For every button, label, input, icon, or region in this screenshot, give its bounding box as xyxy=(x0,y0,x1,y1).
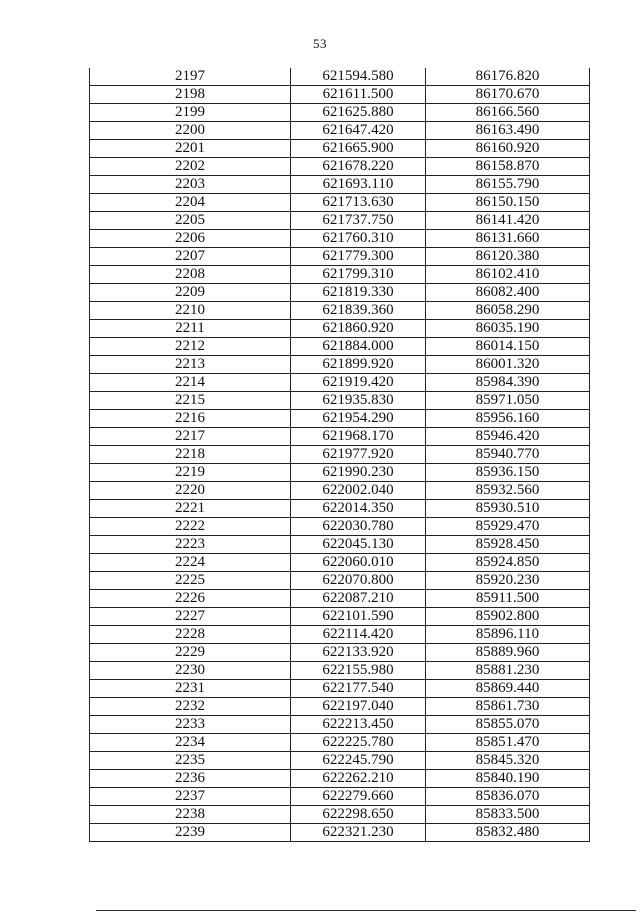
point-number-cell: 2225 xyxy=(90,572,291,590)
table-row xyxy=(90,356,590,374)
y-coordinate-cell: 85956.160 xyxy=(426,410,590,428)
table-row xyxy=(90,230,590,248)
y-coordinate-cell: 86058.290 xyxy=(426,302,590,320)
y-coordinate-cell: 85861.730 xyxy=(426,698,590,716)
point-number-cell: 2199 xyxy=(90,104,291,122)
x-coordinate-cell: 622245.790 xyxy=(291,752,426,770)
x-coordinate-cell: 622213.450 xyxy=(291,716,426,734)
x-coordinate-cell: 622155.980 xyxy=(291,662,426,680)
x-coordinate-cell: 622197.040 xyxy=(291,698,426,716)
y-coordinate-cell: 86150.150 xyxy=(426,194,590,212)
y-coordinate-cell: 86170.670 xyxy=(426,86,590,104)
y-coordinate-cell: 86120.380 xyxy=(426,248,590,266)
y-coordinate-cell: 85920.230 xyxy=(426,572,590,590)
table-row xyxy=(90,608,590,626)
x-coordinate-cell: 621860.920 xyxy=(291,320,426,338)
x-coordinate-cell: 622014.350 xyxy=(291,500,426,518)
x-coordinate-cell: 622060.010 xyxy=(291,554,426,572)
table-row xyxy=(90,518,590,536)
point-number-cell: 2235 xyxy=(90,752,291,770)
table-row xyxy=(90,374,590,392)
y-coordinate-cell: 86001.320 xyxy=(426,356,590,374)
x-coordinate-cell: 622279.660 xyxy=(291,788,426,806)
point-number-cell: 2210 xyxy=(90,302,291,320)
y-coordinate-cell: 86176.820 xyxy=(426,68,590,86)
point-number-cell: 2227 xyxy=(90,608,291,626)
point-number-cell: 2238 xyxy=(90,806,291,824)
y-coordinate-cell: 86160.920 xyxy=(426,140,590,158)
table-row xyxy=(90,104,590,122)
table-row xyxy=(90,752,590,770)
table-row xyxy=(90,86,590,104)
table-row xyxy=(90,536,590,554)
point-number-cell: 2197 xyxy=(90,68,291,86)
point-number-cell: 2200 xyxy=(90,122,291,140)
y-coordinate-cell: 85971.050 xyxy=(426,392,590,410)
x-coordinate-cell: 622321.230 xyxy=(291,824,426,842)
y-coordinate-cell: 85851.470 xyxy=(426,734,590,752)
x-coordinate-cell: 621594.580 xyxy=(291,68,426,86)
y-coordinate-cell: 85936.150 xyxy=(426,464,590,482)
table-row xyxy=(90,572,590,590)
x-coordinate-cell: 621819.330 xyxy=(291,284,426,302)
point-number-cell: 2219 xyxy=(90,464,291,482)
point-number-cell: 2204 xyxy=(90,194,291,212)
point-number-cell: 2222 xyxy=(90,518,291,536)
x-coordinate-cell: 622114.420 xyxy=(291,626,426,644)
point-number-cell: 2224 xyxy=(90,554,291,572)
table-row xyxy=(90,824,590,842)
point-number-cell: 2231 xyxy=(90,680,291,698)
x-coordinate-cell: 621760.310 xyxy=(291,230,426,248)
y-coordinate-cell: 86131.660 xyxy=(426,230,590,248)
y-coordinate-cell: 85902.800 xyxy=(426,608,590,626)
x-coordinate-cell: 622002.040 xyxy=(291,482,426,500)
page-number: 53 xyxy=(313,36,327,51)
x-coordinate-cell: 622225.780 xyxy=(291,734,426,752)
y-coordinate-cell: 85845.320 xyxy=(426,752,590,770)
y-coordinate-cell: 85929.470 xyxy=(426,518,590,536)
point-number-cell: 2201 xyxy=(90,140,291,158)
y-coordinate-cell: 85924.850 xyxy=(426,554,590,572)
point-number-cell: 2230 xyxy=(90,662,291,680)
point-number-cell: 2217 xyxy=(90,428,291,446)
x-coordinate-cell: 621899.920 xyxy=(291,356,426,374)
point-number-cell: 2212 xyxy=(90,338,291,356)
point-number-cell: 2218 xyxy=(90,446,291,464)
x-coordinate-cell: 621678.220 xyxy=(291,158,426,176)
y-coordinate-cell: 86141.420 xyxy=(426,212,590,230)
x-coordinate-cell: 621737.750 xyxy=(291,212,426,230)
point-number-cell: 2202 xyxy=(90,158,291,176)
y-coordinate-cell: 85832.480 xyxy=(426,824,590,842)
x-coordinate-cell: 621968.170 xyxy=(291,428,426,446)
table-row xyxy=(90,716,590,734)
y-coordinate-cell: 85940.770 xyxy=(426,446,590,464)
table-row xyxy=(90,410,590,428)
table-row xyxy=(90,338,590,356)
point-number-cell: 2229 xyxy=(90,644,291,662)
y-coordinate-cell: 85932.560 xyxy=(426,482,590,500)
table-row xyxy=(90,644,590,662)
point-number-cell: 2216 xyxy=(90,410,291,428)
y-coordinate-cell: 86102.410 xyxy=(426,266,590,284)
x-coordinate-cell: 621665.900 xyxy=(291,140,426,158)
table-row xyxy=(90,788,590,806)
y-coordinate-cell: 85855.070 xyxy=(426,716,590,734)
point-number-cell: 2223 xyxy=(90,536,291,554)
table-row xyxy=(90,212,590,230)
y-coordinate-cell: 85881.230 xyxy=(426,662,590,680)
table-row xyxy=(90,482,590,500)
point-number-cell: 2239 xyxy=(90,824,291,842)
point-number-cell: 2207 xyxy=(90,248,291,266)
table-row xyxy=(90,122,590,140)
table-row xyxy=(90,140,590,158)
x-coordinate-cell: 621990.230 xyxy=(291,464,426,482)
table-row xyxy=(90,734,590,752)
x-coordinate-cell: 622030.780 xyxy=(291,518,426,536)
x-coordinate-cell: 621713.630 xyxy=(291,194,426,212)
point-number-cell: 2226 xyxy=(90,590,291,608)
point-number-cell: 2209 xyxy=(90,284,291,302)
point-number-cell: 2203 xyxy=(90,176,291,194)
point-number-cell: 2213 xyxy=(90,356,291,374)
point-number-cell: 2233 xyxy=(90,716,291,734)
x-coordinate-cell: 622177.540 xyxy=(291,680,426,698)
x-coordinate-cell: 621884.000 xyxy=(291,338,426,356)
table-row xyxy=(90,446,590,464)
point-number-cell: 2220 xyxy=(90,482,291,500)
x-coordinate-cell: 621799.310 xyxy=(291,266,426,284)
y-coordinate-cell: 85928.450 xyxy=(426,536,590,554)
x-coordinate-cell: 621935.830 xyxy=(291,392,426,410)
table-row xyxy=(90,500,590,518)
y-coordinate-cell: 85911.500 xyxy=(426,590,590,608)
x-coordinate-cell: 621647.420 xyxy=(291,122,426,140)
y-coordinate-cell: 85840.190 xyxy=(426,770,590,788)
x-coordinate-cell: 622133.920 xyxy=(291,644,426,662)
y-coordinate-cell: 85930.510 xyxy=(426,500,590,518)
table-row xyxy=(90,266,590,284)
point-number-cell: 2211 xyxy=(90,320,291,338)
x-coordinate-cell: 621779.300 xyxy=(291,248,426,266)
x-coordinate-cell: 622101.590 xyxy=(291,608,426,626)
point-number-cell: 2232 xyxy=(90,698,291,716)
x-coordinate-cell: 622045.130 xyxy=(291,536,426,554)
table-row xyxy=(90,194,590,212)
table-row xyxy=(90,464,590,482)
x-coordinate-cell: 622298.650 xyxy=(291,806,426,824)
y-coordinate-cell: 86163.490 xyxy=(426,122,590,140)
x-coordinate-cell: 621625.880 xyxy=(291,104,426,122)
point-number-cell: 2205 xyxy=(90,212,291,230)
y-coordinate-cell: 85896.110 xyxy=(426,626,590,644)
table-row xyxy=(90,284,590,302)
point-number-cell: 2215 xyxy=(90,392,291,410)
table-row xyxy=(90,158,590,176)
y-coordinate-cell: 85889.960 xyxy=(426,644,590,662)
point-number-cell: 2198 xyxy=(90,86,291,104)
table-row xyxy=(90,554,590,572)
y-coordinate-cell: 85836.070 xyxy=(426,788,590,806)
table-row xyxy=(90,176,590,194)
table-row xyxy=(90,680,590,698)
point-number-cell: 2221 xyxy=(90,500,291,518)
x-coordinate-cell: 622070.800 xyxy=(291,572,426,590)
point-number-cell: 2214 xyxy=(90,374,291,392)
y-coordinate-cell: 86035.190 xyxy=(426,320,590,338)
table-row xyxy=(90,68,590,86)
x-coordinate-cell: 621839.360 xyxy=(291,302,426,320)
y-coordinate-cell: 85833.500 xyxy=(426,806,590,824)
table-row xyxy=(90,302,590,320)
x-coordinate-cell: 621919.420 xyxy=(291,374,426,392)
y-coordinate-cell: 86166.560 xyxy=(426,104,590,122)
table-row xyxy=(90,428,590,446)
table-row xyxy=(90,626,590,644)
table-row xyxy=(90,698,590,716)
x-coordinate-cell: 622262.210 xyxy=(291,770,426,788)
point-number-cell: 2237 xyxy=(90,788,291,806)
bottom-rule xyxy=(96,910,636,911)
y-coordinate-cell: 86014.150 xyxy=(426,338,590,356)
point-number-cell: 2208 xyxy=(90,266,291,284)
table-row xyxy=(90,662,590,680)
y-coordinate-cell: 86158.870 xyxy=(426,158,590,176)
y-coordinate-cell: 85869.440 xyxy=(426,680,590,698)
y-coordinate-cell: 85946.420 xyxy=(426,428,590,446)
coordinates-table-body xyxy=(90,68,590,842)
point-number-cell: 2236 xyxy=(90,770,291,788)
y-coordinate-cell: 86082.400 xyxy=(426,284,590,302)
x-coordinate-cell: 621954.290 xyxy=(291,410,426,428)
x-coordinate-cell: 621611.500 xyxy=(291,86,426,104)
y-coordinate-cell: 85984.390 xyxy=(426,374,590,392)
table-row xyxy=(90,806,590,824)
table-row xyxy=(90,392,590,410)
point-number-cell: 2234 xyxy=(90,734,291,752)
y-coordinate-cell: 86155.790 xyxy=(426,176,590,194)
table-row xyxy=(90,320,590,338)
point-number-cell: 2206 xyxy=(90,230,291,248)
x-coordinate-cell: 621977.920 xyxy=(291,446,426,464)
x-coordinate-cell: 621693.110 xyxy=(291,176,426,194)
point-number-cell: 2228 xyxy=(90,626,291,644)
x-coordinate-cell: 622087.210 xyxy=(291,590,426,608)
table-row xyxy=(90,770,590,788)
coordinates-table xyxy=(89,68,590,842)
table-row xyxy=(90,248,590,266)
table-row xyxy=(90,590,590,608)
